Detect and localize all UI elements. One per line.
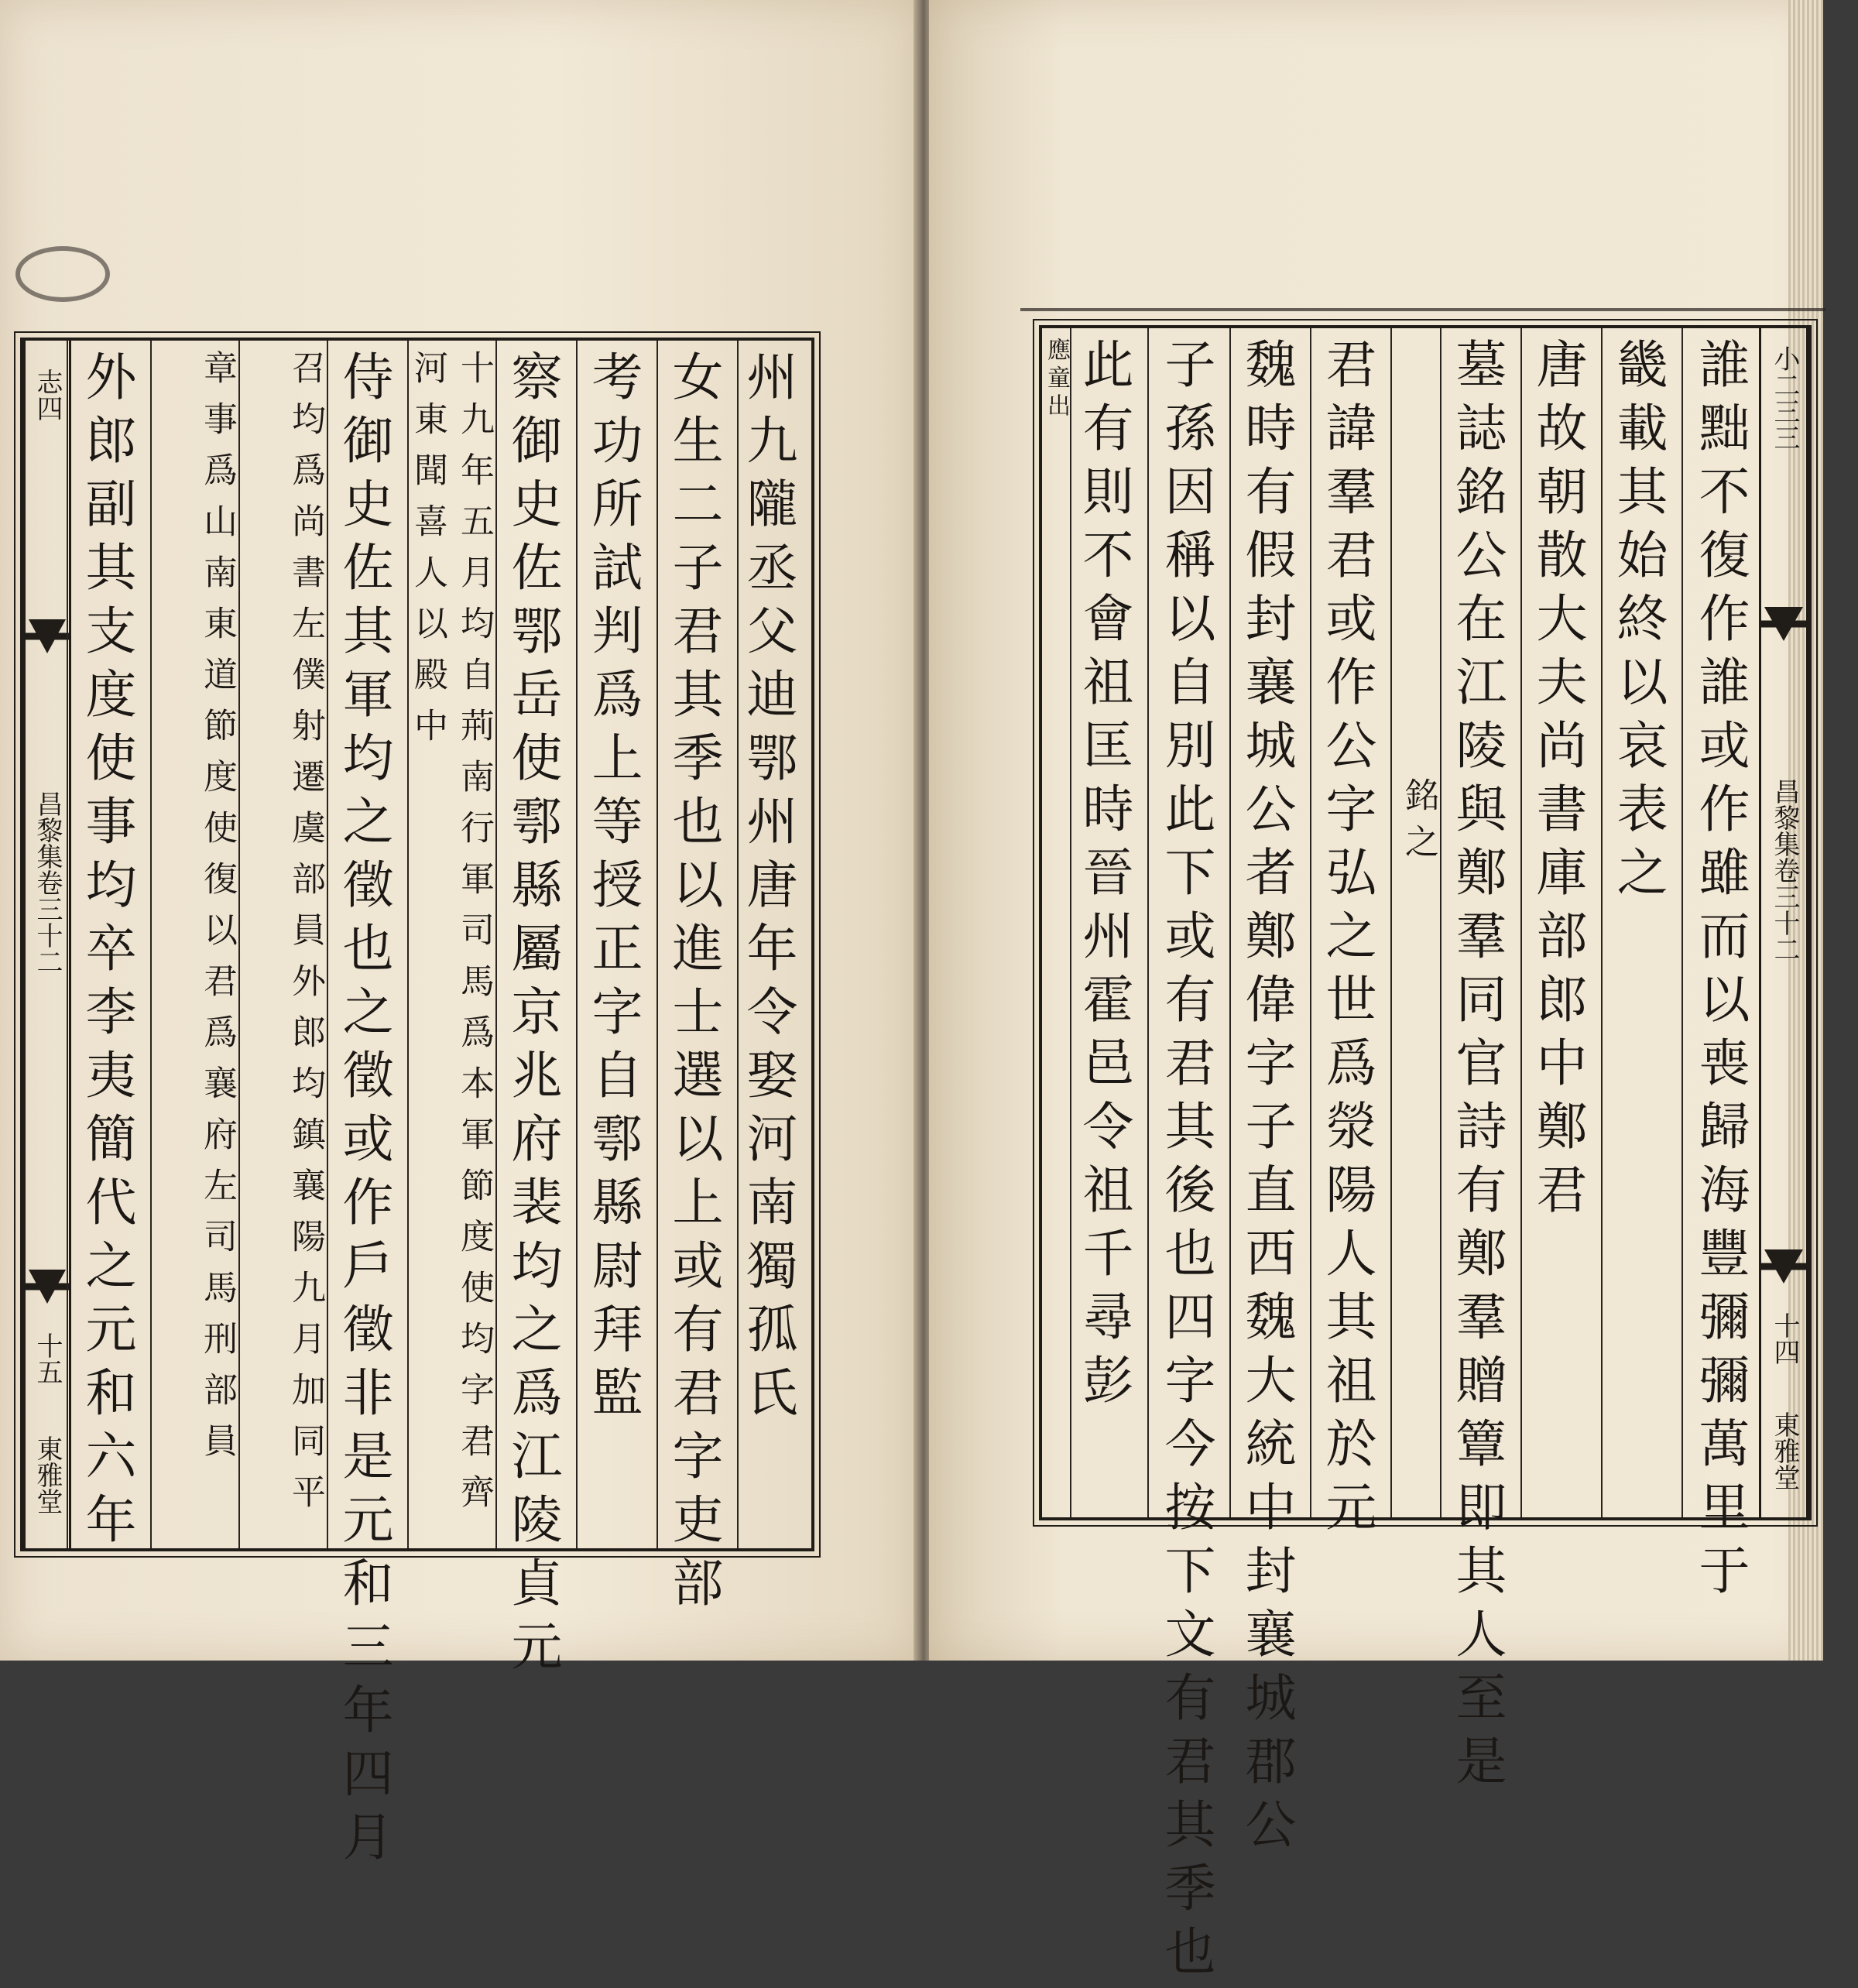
right-margin-title: 昌黎集卷三十二 [1769, 778, 1800, 962]
text-column [576, 341, 658, 1548]
column-text: 召均爲尚書左僕射遷虞部員外郎均鎮襄陽九月加同平 [286, 350, 325, 1525]
column-text: 外郎副其支度使事均卒李夷簡代之元和六年 [77, 350, 136, 1556]
column-text: 子孫因稱以自別此下或有君其後也四字今按下文有君其季也 [1156, 338, 1215, 1988]
text-column [1520, 328, 1603, 1517]
left-margin-page-no: 十五 [32, 1332, 63, 1385]
text-column [1390, 328, 1441, 1517]
text-column [1070, 328, 1149, 1517]
column-text: 墓誌銘公在江陵與鄭羣同官詩有鄭羣贈簟即其人至是 [1447, 338, 1507, 1798]
column-text: 畿載其始終以哀表之 [1608, 338, 1668, 909]
text-column [67, 341, 152, 1556]
column-text: 十九年五月均自荊南行軍司馬爲本軍節度使均字君齊河東聞喜人以殿中 [408, 350, 494, 1525]
text-column [495, 341, 578, 1683]
column-text: 銘之 [1399, 777, 1438, 870]
column-text: 唐故朝散大夫尚書庫部郎中鄭君 [1527, 338, 1587, 1226]
text-column [737, 341, 813, 1548]
text-column [1147, 328, 1231, 1988]
right-margin-page-no: 十四 [1769, 1312, 1800, 1365]
text-column [656, 341, 739, 1620]
fish-tail-mark [1761, 607, 1806, 641]
right-margin-top: 小二三三 [1769, 345, 1800, 451]
column-text: 應童出 [1043, 338, 1070, 421]
left-margin-title: 昌黎集卷三十二 [32, 790, 63, 975]
right-margin-strip [1759, 328, 1808, 1517]
text-column [1042, 328, 1070, 1517]
column-text: 誰黜不復作誰或作雖而以喪歸海豐彌彌萬里于 [1690, 338, 1750, 1607]
top-rule [1020, 308, 1825, 311]
right-print-frame [1039, 325, 1812, 1988]
text-column [150, 341, 240, 1548]
text-column [238, 341, 328, 1548]
text-column [1440, 328, 1522, 1798]
column-text: 魏時有假封襄城公者鄭偉字子直西魏大統中封襄城郡公 [1236, 338, 1296, 1861]
text-column [327, 341, 409, 1873]
column-text: 州九隴丞父迪鄂州唐年令娶河南獨孤氏 [738, 350, 797, 1429]
ink-smudge [15, 246, 110, 302]
text-column [1310, 328, 1392, 1544]
column-text: 考功所試判爲上等授正字自鄠縣尉拜監 [583, 350, 643, 1429]
column-text: 察御史佐鄂岳使鄠縣屬京兆府裴均之爲江陵貞元 [502, 350, 562, 1683]
column-text: 侍御史佐其軍均之徵也之徵或作戶徵非是元和三年四月 [334, 350, 393, 1873]
fish-tail-mark [1761, 1249, 1806, 1284]
column-text: 章事爲山南東道節度使復以君爲襄府左司馬刑部員 [197, 350, 237, 1474]
left-print-frame [20, 338, 814, 1873]
left-margin-publisher: 東雅堂 [32, 1435, 63, 1514]
column-text: 君諱羣君或作公字弘之世爲滎陽人其祖於元 [1317, 338, 1376, 1544]
text-column [1229, 328, 1311, 1861]
column-text: 此有則不會祖匡時晉州霍邑令祖千尋彭 [1074, 338, 1133, 1417]
text-column [1601, 328, 1683, 1517]
right-margin-publisher: 東雅堂 [1769, 1411, 1800, 1490]
text-column [407, 341, 497, 1548]
left-margin-top: 志四 [32, 368, 63, 421]
text-column [1681, 328, 1765, 1607]
left-page [0, 0, 920, 1873]
column-text: 女生二子君其季也以進士選以上或有君字吏部 [663, 350, 723, 1620]
